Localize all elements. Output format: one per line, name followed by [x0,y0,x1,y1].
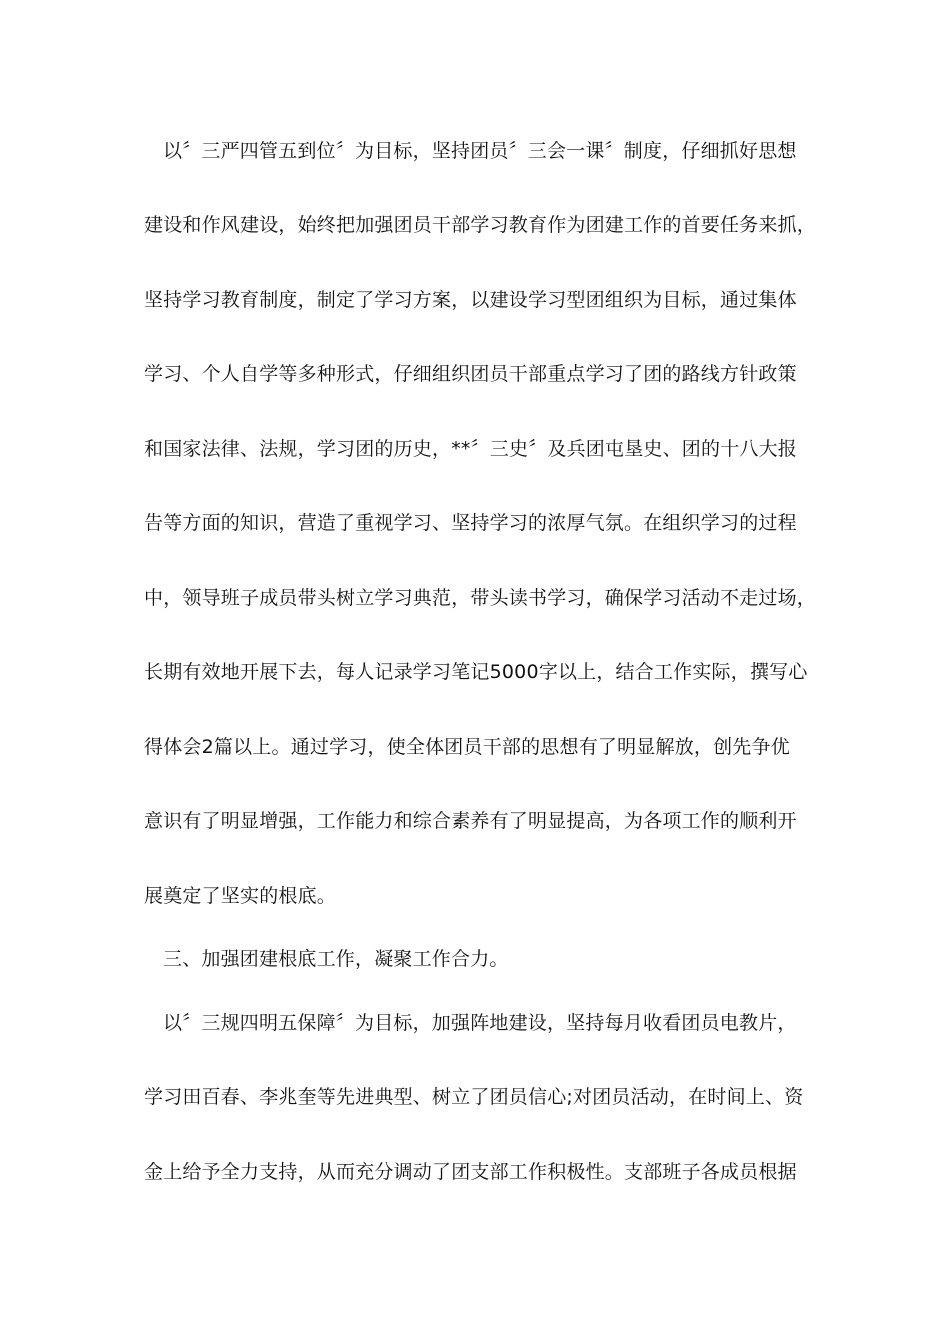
paragraph-line-2: 建设和作风建设，始终把加强团员干部学习教育作为团建工作的首要任务来抓， [144,214,817,236]
paragraph-line-7: 中，领导班子成员带头树立学习典范，带头读书学习，确保学习活动不走过场， [144,587,817,609]
paragraph-line-3: 坚持学习教育制度，制定了学习方案，以建设学习型团组织为目标，通过集体 [144,289,797,311]
paragraph-line-14: 金上给予全力支持，从而充分调动了团支部工作积极性。支部班子各成员根据 [144,1161,797,1183]
paragraph-line-9: 得体会2篇以上。通过学习，使全体团员干部的思想有了明显解放，创先争优 [144,736,790,758]
paragraph-line-4: 学习、个人自学等多种形式，仔细组织团员干部重点学习了团的路线方针政策 [144,363,797,385]
section-heading: 三、加强团建根底工作，凝聚工作合力。 [163,948,509,970]
paragraph-line-10: 意识有了明显增强，工作能力和综合素养有了明显提高，为各项工作的顺利开 [144,810,797,832]
paragraph-line-12: 以〞三规四明五保障〞为目标，加强阵地建设，坚持每月收看团员电教片， [163,1012,797,1034]
paragraph-line-6: 告等方面的知识，营造了重视学习、坚持学习的浓厚气氛。在组织学习的过程 [144,512,797,534]
paragraph-line-1: 以〞三严四管五到位〞为目标，坚持团员〞三会一课〞制度，仔细抓好思想 [163,140,797,162]
paragraph-line-13: 学习田百春、李兆奎等先进典型、树立了团员信心;对团员活动，在时间上、资 [144,1086,804,1108]
paragraph-line-11: 展奠定了坚实的根底。 [144,885,337,907]
paragraph-line-8: 长期有效地开展下去，每人记录学习笔记5000字以上，结合工作实际，撰写心 [144,661,808,683]
paragraph-line-5: 和国家法律、法规，学习团的历史，**〞三史〞及兵团屯垦史、团的十八大报 [144,438,798,460]
